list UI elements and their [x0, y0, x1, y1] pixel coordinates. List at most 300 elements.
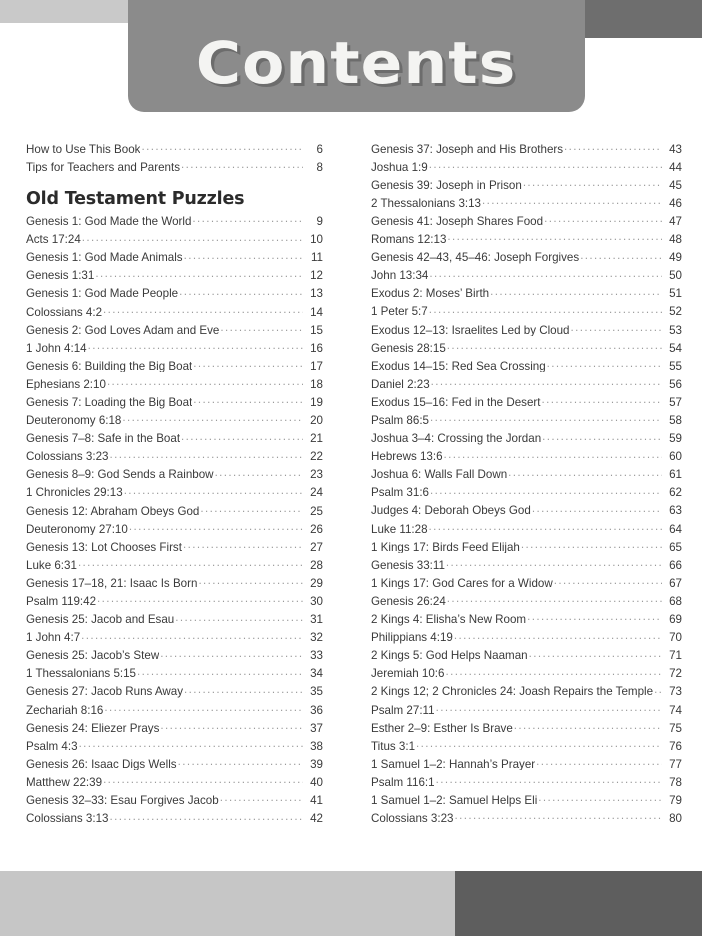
toc-entry-title: John 13:34 — [371, 270, 429, 282]
toc-leader-dots — [445, 666, 662, 678]
toc-entry-page-number: 71 — [669, 649, 682, 663]
toc-entry-page-number: 80 — [669, 812, 682, 826]
toc-entry-page-number: 62 — [669, 486, 682, 500]
toc-entry-page-number: 9 — [316, 215, 323, 229]
toc-list-right — [371, 141, 682, 829]
toc-leader-dots — [122, 412, 303, 424]
toc-entry[interactable] — [371, 358, 682, 376]
toc-entry-page-number: 43 — [669, 142, 682, 156]
toc-entry-page-number: 39 — [310, 757, 323, 771]
toc-entry[interactable] — [26, 593, 323, 611]
toc-entry[interactable] — [371, 792, 682, 810]
toc-entry[interactable] — [371, 467, 682, 485]
toc-leader-dots — [571, 322, 662, 334]
toc-leader-dots — [193, 358, 303, 370]
toc-entry[interactable] — [26, 268, 323, 286]
toc-entry-title: 2 Kings 4: Elisha’s New Room — [371, 614, 527, 626]
toc-entry[interactable] — [26, 630, 323, 648]
toc-leader-dots — [527, 611, 662, 623]
toc-leader-dots — [198, 575, 303, 587]
toc-entry-page-number: 8 — [316, 160, 323, 174]
toc-entry-page-number: 35 — [310, 685, 323, 699]
toc-entry-page-number: 69 — [669, 613, 682, 627]
toc-entry-page-number: 52 — [669, 305, 682, 319]
toc-leader-dots — [431, 376, 662, 388]
toc-entry-title: Philippians 4:19 — [371, 632, 453, 644]
toc-entry-title: Genesis 41: Joseph Shares Food — [371, 215, 544, 228]
toc-entry-page-number: 30 — [310, 595, 323, 608]
toc-entry[interactable] — [26, 575, 323, 593]
toc-entry-page-number: 16 — [310, 341, 323, 355]
toc-entry-page-number: 49 — [669, 251, 682, 265]
toc-entry[interactable] — [371, 213, 682, 231]
toc-leader-dots — [444, 449, 662, 461]
toc-entry-title: 1 Samuel 1–2: Samuel Helps Eli — [371, 794, 538, 807]
toc-entry[interactable] — [371, 485, 682, 503]
toc-entry[interactable] — [371, 630, 682, 648]
toc-leader-dots — [82, 232, 303, 244]
toc-leader-dots — [129, 521, 303, 533]
toc-entry[interactable] — [26, 340, 323, 358]
toc-leader-dots — [175, 612, 303, 624]
toc-entry-page-number: 70 — [669, 631, 682, 645]
toc-entry-title: Luke 11:28 — [371, 523, 428, 536]
toc-entry[interactable] — [371, 557, 682, 575]
toc-entry-page-number: 63 — [669, 504, 682, 518]
toc-leader-dots — [532, 503, 662, 515]
toc-leader-dots — [564, 141, 662, 153]
toc-entry-title: Daniel 2:23 — [371, 378, 430, 391]
toc-entry-page-number: 31 — [310, 613, 323, 627]
toc-entry-title: How to Use This Book — [26, 143, 141, 156]
toc-entry-title: Psalm 119:42 — [26, 596, 97, 608]
toc-entry[interactable] — [371, 177, 682, 195]
toc-entry-title: 2 Thessalonians 3:13 — [371, 197, 482, 210]
toc-entry[interactable] — [26, 449, 323, 467]
toc-entry-title: Deuteronomy 27:10 — [26, 523, 128, 536]
toc-entry[interactable] — [371, 738, 682, 756]
toc-entry-page-number: 64 — [669, 522, 682, 536]
toc-entry[interactable] — [371, 648, 682, 666]
toc-entry-page-number: 56 — [669, 377, 682, 391]
toc-leader-dots — [220, 792, 303, 804]
toc-entry-title: Luke 6:31 — [26, 559, 77, 572]
toc-entry-page-number: 77 — [669, 757, 682, 771]
toc-entry-title: Genesis 24: Eliezer Prays — [26, 722, 160, 735]
toc-leader-dots — [429, 304, 662, 316]
toc-entry-title: 1 Chronicles 29:13 — [26, 487, 123, 500]
toc-entry[interactable] — [371, 756, 682, 774]
toc-entry-title: Psalm 31:6 — [371, 487, 429, 499]
toc-leader-dots — [521, 539, 662, 551]
toc-entry[interactable] — [371, 774, 682, 792]
toc-leader-dots — [103, 304, 303, 316]
toc-entry[interactable] — [26, 304, 323, 322]
toc-entry-title: Genesis 7–8: Safe in the Boat — [26, 433, 181, 445]
toc-leader-dots — [124, 485, 303, 497]
toc-entry-title: Jeremiah 10:6 — [371, 668, 445, 680]
toc-entry[interactable] — [26, 684, 323, 702]
contents-columns — [0, 141, 702, 829]
toc-entry-page-number: 59 — [669, 432, 682, 446]
toc-entry-title: Psalm 27:11 — [371, 704, 435, 717]
toc-entry-page-number: 72 — [669, 667, 682, 681]
toc-leader-dots — [446, 557, 662, 569]
toc-entry[interactable] — [371, 322, 682, 340]
toc-entry-page-number: 29 — [310, 576, 323, 590]
toc-entry[interactable] — [371, 231, 682, 249]
toc-leader-dots — [160, 648, 303, 660]
toc-entry[interactable] — [26, 485, 323, 503]
toc-entry-title: Genesis 32–33: Esau Forgives Jacob — [26, 795, 219, 807]
toc-entry-page-number: 15 — [310, 323, 323, 337]
toc-entry-title: 2 Kings 5: God Helps Naaman — [371, 650, 528, 662]
toc-entry-title: Colossians 3:13 — [26, 813, 109, 825]
decorative-bar-bottom-right — [455, 871, 702, 936]
toc-leader-dots — [429, 268, 662, 280]
decorative-bar-top-right — [584, 0, 702, 38]
toc-entry-title: Exodus 14–15: Red Sea Crossing — [371, 360, 546, 373]
toc-entry[interactable] — [26, 774, 323, 792]
toc-entry-title: Genesis 25: Jacob and Esau — [26, 614, 175, 626]
toc-entry-page-number: 47 — [669, 214, 682, 228]
toc-leader-dots — [542, 394, 662, 406]
toc-entry-title: Psalm 86:5 — [371, 415, 429, 427]
toc-entry-page-number: 19 — [310, 395, 323, 409]
toc-leader-dots — [193, 394, 303, 406]
toc-entry-page-number: 13 — [310, 287, 323, 301]
toc-entry-page-number: 60 — [669, 450, 682, 464]
toc-leader-dots — [542, 431, 662, 443]
toc-entry-title: 1 Kings 17: God Cares for a Widow — [371, 577, 553, 590]
toc-leader-dots — [447, 340, 662, 352]
toc-leader-dots — [447, 231, 662, 243]
toc-entry[interactable] — [371, 412, 682, 430]
toc-leader-dots — [104, 702, 303, 714]
toc-entry[interactable] — [26, 358, 323, 376]
toc-entry-page-number: 55 — [669, 359, 682, 373]
toc-entry-page-number: 73 — [669, 685, 682, 699]
toc-entry[interactable] — [26, 666, 323, 684]
toc-entry-page-number: 67 — [669, 576, 682, 590]
toc-entry-page-number: 6 — [316, 142, 323, 156]
toc-entry-page-number: 66 — [669, 558, 682, 572]
toc-entry[interactable] — [26, 738, 323, 756]
toc-leader-dots — [580, 250, 662, 262]
toc-entry-page-number: 44 — [669, 160, 682, 174]
toc-entry[interactable] — [371, 394, 682, 412]
toc-entry-page-number: 45 — [669, 178, 682, 192]
toc-entry-page-number: 46 — [669, 196, 682, 210]
toc-entry-page-number: 61 — [669, 468, 682, 482]
toc-entry-title: Genesis 2: God Loves Adam and Eve — [26, 324, 220, 337]
toc-leader-dots — [430, 412, 662, 424]
toc-entry[interactable] — [26, 141, 323, 159]
toc-entry[interactable] — [26, 232, 323, 250]
toc-leader-dots — [78, 557, 303, 569]
toc-entry[interactable] — [371, 503, 682, 521]
toc-entry-title: Genesis 25: Jacob’s Stew — [26, 650, 160, 662]
toc-entry-page-number: 28 — [310, 558, 323, 572]
toc-entry[interactable] — [26, 811, 323, 829]
toc-entry-title: Ephesians 2:10 — [26, 378, 106, 391]
toc-entry-title: Acts 17:24 — [26, 234, 81, 246]
toc-entry[interactable] — [371, 539, 682, 557]
toc-leader-dots — [137, 666, 303, 678]
toc-entry[interactable] — [371, 521, 682, 539]
toc-entry-title: Judges 4: Deborah Obeys God — [371, 505, 531, 518]
toc-entry-title: Genesis 27: Jacob Runs Away — [26, 686, 184, 699]
toc-entry-page-number: 48 — [669, 233, 682, 247]
toc-entry-page-number: 22 — [310, 450, 323, 464]
toc-entry-page-number: 18 — [310, 377, 323, 391]
toc-entry-page-number: 42 — [310, 812, 323, 826]
section-heading-old-testament-puzzles: Old Testament Puzzles — [26, 189, 245, 210]
toc-entry-page-number: 79 — [669, 793, 682, 807]
toc-entry-title: Genesis 26: Isaac Digs Wells — [26, 758, 177, 771]
toc-entry[interactable] — [371, 268, 682, 286]
toc-entry[interactable] — [26, 467, 323, 485]
toc-entry-title: Psalm 4:3 — [26, 740, 78, 753]
toc-entry[interactable] — [371, 159, 682, 177]
toc-entry[interactable] — [371, 431, 682, 449]
toc-entry[interactable] — [26, 503, 323, 521]
toc-entry[interactable] — [26, 213, 323, 231]
toc-leader-dots — [97, 593, 303, 605]
toc-entry-title: 1 John 4:14 — [26, 342, 87, 355]
toc-leader-dots — [429, 521, 662, 533]
toc-entry-page-number: 27 — [310, 540, 323, 554]
toc-leader-dots — [430, 485, 662, 497]
toc-entry-title: Genesis 12: Abraham Obeys God — [26, 505, 200, 518]
toc-entry[interactable] — [371, 286, 682, 304]
contents-header-panel — [128, 0, 585, 112]
toc-entry-title: Joshua 3–4: Crossing the Jordan — [371, 433, 542, 445]
toc-entry[interactable] — [26, 756, 323, 774]
toc-entry-page-number: 10 — [310, 233, 323, 247]
toc-entry[interactable] — [371, 720, 682, 738]
toc-entry-title: Joshua 1:9 — [371, 161, 428, 174]
toc-entry-title: Exodus 12–13: Israelites Led by Cloud — [371, 324, 570, 337]
toc-entry[interactable] — [26, 286, 323, 304]
toc-entry-page-number: 74 — [669, 703, 682, 717]
toc-leader-dots — [79, 738, 303, 750]
toc-entry-page-number: 20 — [310, 414, 323, 428]
toc-entry-title: Genesis 8–9: God Sends a Rainbow — [26, 469, 214, 481]
toc-leader-dots — [514, 720, 662, 732]
toc-entry[interactable] — [26, 720, 323, 738]
toc-entry-page-number: 53 — [669, 323, 682, 337]
toc-entry-title: Genesis 1: God Made Animals — [26, 252, 183, 264]
toc-entry-page-number: 12 — [310, 269, 323, 283]
toc-leader-dots — [454, 630, 662, 642]
toc-entry-title: Genesis 17–18, 21: Isaac Is Born — [26, 577, 198, 590]
toc-entry[interactable] — [371, 702, 682, 720]
toc-entry[interactable] — [26, 539, 323, 557]
toc-entry[interactable] — [26, 412, 323, 430]
toc-entry-title: Colossians 3:23 — [371, 813, 454, 825]
toc-leader-dots — [178, 756, 303, 768]
toc-leader-dots — [103, 774, 303, 786]
toc-entry-page-number: 33 — [310, 649, 323, 663]
toc-leader-dots — [110, 449, 304, 461]
toc-entry[interactable] — [371, 449, 682, 467]
toc-entry[interactable] — [26, 322, 323, 340]
toc-entry-page-number: 38 — [310, 739, 323, 753]
toc-entry-page-number: 40 — [310, 775, 323, 789]
toc-entry-title: Romans 12:13 — [371, 234, 447, 246]
toc-entry-title: Genesis 42–43, 45–46: Joseph Forgives — [371, 252, 580, 264]
toc-leader-dots — [429, 159, 662, 171]
toc-entry-page-number: 21 — [310, 432, 323, 446]
toc-leader-dots — [200, 503, 303, 515]
toc-entry-page-number: 50 — [669, 269, 682, 283]
toc-leader-dots — [81, 630, 303, 642]
toc-leader-dots — [107, 376, 303, 388]
toc-entry-title: Genesis 28:15 — [371, 342, 446, 355]
toc-entry[interactable] — [371, 195, 682, 213]
toc-entry-title: Zechariah 8:16 — [26, 704, 104, 717]
toc-entry[interactable] — [371, 666, 682, 684]
toc-entry-title: Colossians 3:23 — [26, 451, 109, 463]
toc-entry-page-number: 58 — [669, 414, 682, 427]
toc-entry[interactable] — [26, 702, 323, 720]
toc-leader-dots — [183, 539, 303, 551]
toc-leader-dots — [88, 340, 303, 352]
toc-entry-page-number: 78 — [669, 775, 682, 789]
decorative-bar-bottom-left — [0, 871, 455, 936]
toc-entry-title: Psalm 116:1 — [371, 776, 435, 789]
toc-entry[interactable] — [371, 575, 682, 593]
toc-entry-title: Exodus 15–16: Fed in the Desert — [371, 396, 541, 409]
toc-entry-title: Genesis 13: Lot Chooses First — [26, 541, 182, 554]
toc-entry-title: Genesis 37: Joseph and His Brothers — [371, 143, 564, 156]
toc-leader-dots — [654, 684, 662, 696]
toc-entry-page-number: 26 — [310, 522, 323, 536]
toc-entry-title: 1 John 4:7 — [26, 632, 81, 644]
toc-leader-dots — [447, 593, 662, 605]
toc-leader-dots — [181, 431, 303, 443]
toc-entry-title: Genesis 33:11 — [371, 559, 445, 572]
toc-entry-page-number: 51 — [669, 287, 682, 301]
toc-entry[interactable] — [26, 431, 323, 449]
toc-entry[interactable] — [26, 612, 323, 630]
toc-entry-title: Matthew 22:39 — [26, 776, 103, 789]
toc-entry[interactable] — [26, 557, 323, 575]
toc-entry-title: Genesis 7: Loading the Big Boat — [26, 396, 193, 409]
toc-entry-title: Genesis 6: Building the Big Boat — [26, 360, 193, 373]
page-title: Contents — [196, 29, 517, 97]
toc-entry-page-number: 17 — [310, 359, 323, 373]
toc-entry-page-number: 76 — [669, 739, 682, 753]
toc-entry-page-number: 75 — [669, 721, 682, 735]
toc-leader-dots — [538, 792, 662, 804]
toc-entry[interactable] — [26, 394, 323, 412]
toc-entry[interactable] — [371, 141, 682, 159]
toc-entry-page-number: 23 — [310, 468, 323, 482]
toc-entry-title: 2 Kings 12; 2 Chronicles 24: Joash Repairs the Temple — [371, 686, 654, 698]
toc-entry-page-number: 41 — [310, 794, 323, 808]
toc-entry-title: Joshua 6: Walls Fall Down — [371, 469, 508, 481]
contents-column-right — [351, 141, 702, 829]
toc-leader-dots — [554, 575, 662, 587]
toc-entry[interactable] — [26, 648, 323, 666]
toc-leader-dots — [547, 358, 662, 370]
toc-entry[interactable] — [371, 593, 682, 611]
front-matter-list — [26, 141, 323, 177]
toc-leader-dots — [141, 141, 303, 153]
toc-leader-dots — [179, 286, 303, 298]
toc-entry-page-number: 34 — [310, 667, 323, 681]
toc-entry-title: Genesis 1: God Made People — [26, 288, 179, 300]
toc-leader-dots — [215, 467, 303, 479]
toc-leader-dots — [482, 195, 662, 207]
toc-entry[interactable] — [371, 684, 682, 702]
toc-entry[interactable] — [26, 521, 323, 539]
toc-entry-title: Colossians 4:2 — [26, 306, 103, 319]
contents-column-left — [0, 141, 351, 829]
toc-leader-dots — [110, 811, 304, 823]
toc-entry[interactable] — [371, 340, 682, 358]
toc-list-left — [26, 213, 323, 828]
toc-entry-page-number: 14 — [310, 305, 323, 319]
toc-leader-dots — [416, 738, 662, 750]
toc-leader-dots — [95, 268, 303, 280]
toc-leader-dots — [490, 286, 662, 298]
toc-entry-title: Tips for Teachers and Parents — [26, 161, 181, 174]
toc-leader-dots — [544, 213, 662, 225]
toc-entry-page-number: 32 — [310, 631, 323, 645]
toc-entry-title: 1 Thessalonians 5:15 — [26, 668, 137, 680]
toc-entry[interactable] — [26, 250, 323, 268]
toc-entry[interactable] — [26, 159, 323, 177]
toc-entry-title: Genesis 1:31 — [26, 270, 95, 282]
toc-entry-title: Titus 3:1 — [371, 740, 416, 753]
toc-entry-title: 1 Samuel 1–2: Hannah’s Prayer — [371, 758, 536, 771]
toc-leader-dots — [192, 213, 303, 225]
toc-entry-title: 1 Kings 17: Birds Feed Elijah — [371, 541, 520, 554]
toc-entry[interactable] — [371, 250, 682, 268]
toc-entry-title: Genesis 39: Joseph in Prison — [371, 179, 522, 192]
toc-leader-dots — [160, 720, 303, 732]
toc-leader-dots — [536, 756, 662, 768]
toc-entry-page-number: 36 — [310, 703, 323, 717]
decorative-bar-top-left — [0, 0, 130, 23]
toc-entry[interactable] — [371, 304, 682, 322]
toc-leader-dots — [523, 177, 662, 189]
toc-leader-dots — [529, 648, 662, 660]
toc-entry-title: Hebrews 13:6 — [371, 451, 443, 463]
toc-entry-page-number: 54 — [669, 341, 682, 355]
toc-entry-page-number: 65 — [669, 540, 682, 554]
toc-entry[interactable] — [371, 611, 682, 629]
toc-entry-title: Genesis 26:24 — [371, 595, 446, 608]
toc-leader-dots — [181, 159, 303, 171]
toc-entry-page-number: 68 — [669, 594, 682, 608]
toc-leader-dots — [436, 702, 662, 714]
toc-entry[interactable] — [26, 792, 323, 810]
toc-entry[interactable] — [371, 810, 682, 828]
toc-entry[interactable] — [371, 376, 682, 394]
toc-entry-title: Genesis 1: God Made the World — [26, 216, 192, 228]
toc-entry-page-number: 25 — [310, 504, 323, 518]
toc-entry-title: Esther 2–9: Esther Is Brave — [371, 722, 513, 735]
toc-leader-dots — [436, 774, 662, 786]
toc-leader-dots — [455, 810, 663, 822]
toc-entry[interactable] — [26, 376, 323, 394]
toc-leader-dots — [508, 467, 662, 479]
toc-entry-title: Deuteronomy 6:18 — [26, 415, 122, 427]
